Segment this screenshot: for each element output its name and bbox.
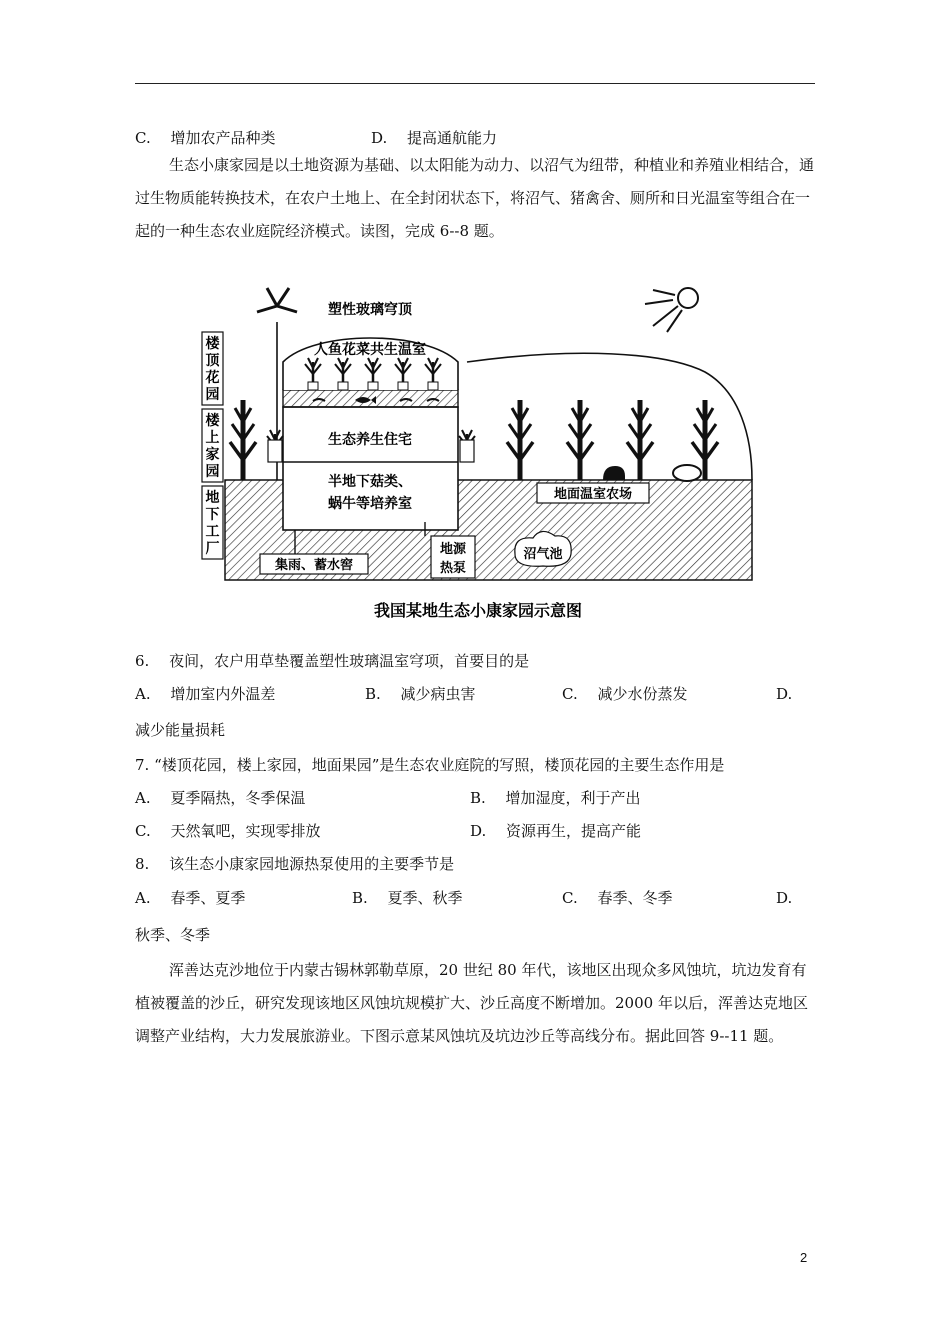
q6-stem: 6. 夜间，农户用草垫覆盖塑性玻璃温室穹项，首要目的是 <box>135 652 530 670</box>
q8-option-d: D. <box>776 889 793 907</box>
q6-option-d: D. <box>776 685 793 703</box>
snail-icon <box>673 465 701 481</box>
label-heat-pump-1: 地源 <box>439 542 467 557</box>
label-ground-farm: 地面温室农场 <box>553 487 633 502</box>
label-rooftop-garden: 楼顶花园 <box>205 336 220 403</box>
q6-option-c: C. 减少水份蒸发 <box>562 685 688 703</box>
label-basement-2: 蜗牛等培养室 <box>328 496 412 512</box>
label-greenhouse: 人鱼花菜共生温室 <box>314 342 426 358</box>
q7-option-d: D. 资源再生，提高产能 <box>470 822 642 840</box>
intro-paragraph-1 <box>135 149 815 248</box>
label-underground-factory: 地下工厂 <box>205 490 220 557</box>
header-rule <box>135 83 815 84</box>
ecological-home-diagram <box>195 282 761 630</box>
animal-icon <box>603 466 625 480</box>
option-d: D. 提高通航能力 <box>371 129 498 147</box>
label-residence: 生态养生住宅 <box>328 432 412 448</box>
intro-paragraph-2 <box>135 954 815 1053</box>
label-upstairs-home: 楼上家园 <box>205 413 220 480</box>
q7-option-b: B. 增加湿度，利于产出 <box>470 789 641 807</box>
page-number: 2 <box>800 1250 808 1265</box>
option-c: C. 增加农产品种类 <box>135 129 276 147</box>
label-basement-1: 半地下菇类、 <box>328 474 412 490</box>
q8-option-a: A. 春季、夏季 <box>135 889 246 907</box>
q7-option-a: A. 夏季隔热，冬季保温 <box>135 789 306 807</box>
label-rain-cellar: 集雨、蓄水窖 <box>274 558 354 573</box>
q6-option-a: A. 增加室内外温差 <box>135 685 276 703</box>
label-dome: 塑性玻璃穹顶 <box>328 302 412 318</box>
q8-stem: 8. 该生态小康家园地源热泵使用的主要季节是 <box>135 855 455 873</box>
q8-option-d-text: 秋季、冬季 <box>135 926 211 944</box>
q7-option-c: C. 天然氧吧，实现零排放 <box>135 822 321 840</box>
q6-option-d-text: 减少能量损耗 <box>135 721 226 739</box>
intro-1-text: 生态小康家园是以土地资源为基础、以太阳能为动力、以沼气为纽带，种植业和养殖业相结合，通过生物质能转换技术，在农户土地上、在全封闭状态下，将沼气、猪禽舍、厕所和日光温室等组合在一起的一种生态农业庭院经济模式。读图，完成 6--8 题。 <box>135 156 815 240</box>
q7-stem: 7. “楼顶花园，楼上家园，地面果园”是生态农业庭院的写照，楼顶花园的主要生态作用是 <box>135 756 725 774</box>
figure-caption: 我国某地生态小康家园示意图 <box>373 601 583 620</box>
sun-icon <box>645 288 698 332</box>
q8-option-c: C. 春季、冬季 <box>562 889 673 907</box>
label-biogas: 沼气池 <box>523 547 563 562</box>
intro-2-text: 浑善达克沙地位于内蒙古锡林郭勒草原，20 世纪 80 年代，该地区出现众多风蚀坑，坑边发育有植被覆盖的沙丘，研究发现该地区风蚀坑规模扩大、沙丘高度不断增加。2000 年以后，浑善达克地区调整产业结构，大力发展旅游业。下图示意某风蚀坑及坑边沙丘等高线分布。据此回答 9--11 题。 <box>135 961 808 1045</box>
q8-option-b: B. 夏季、秋季 <box>352 889 463 907</box>
label-heat-pump-2: 热泵 <box>439 561 467 576</box>
q6-option-b: B. 减少病虫害 <box>365 685 476 703</box>
